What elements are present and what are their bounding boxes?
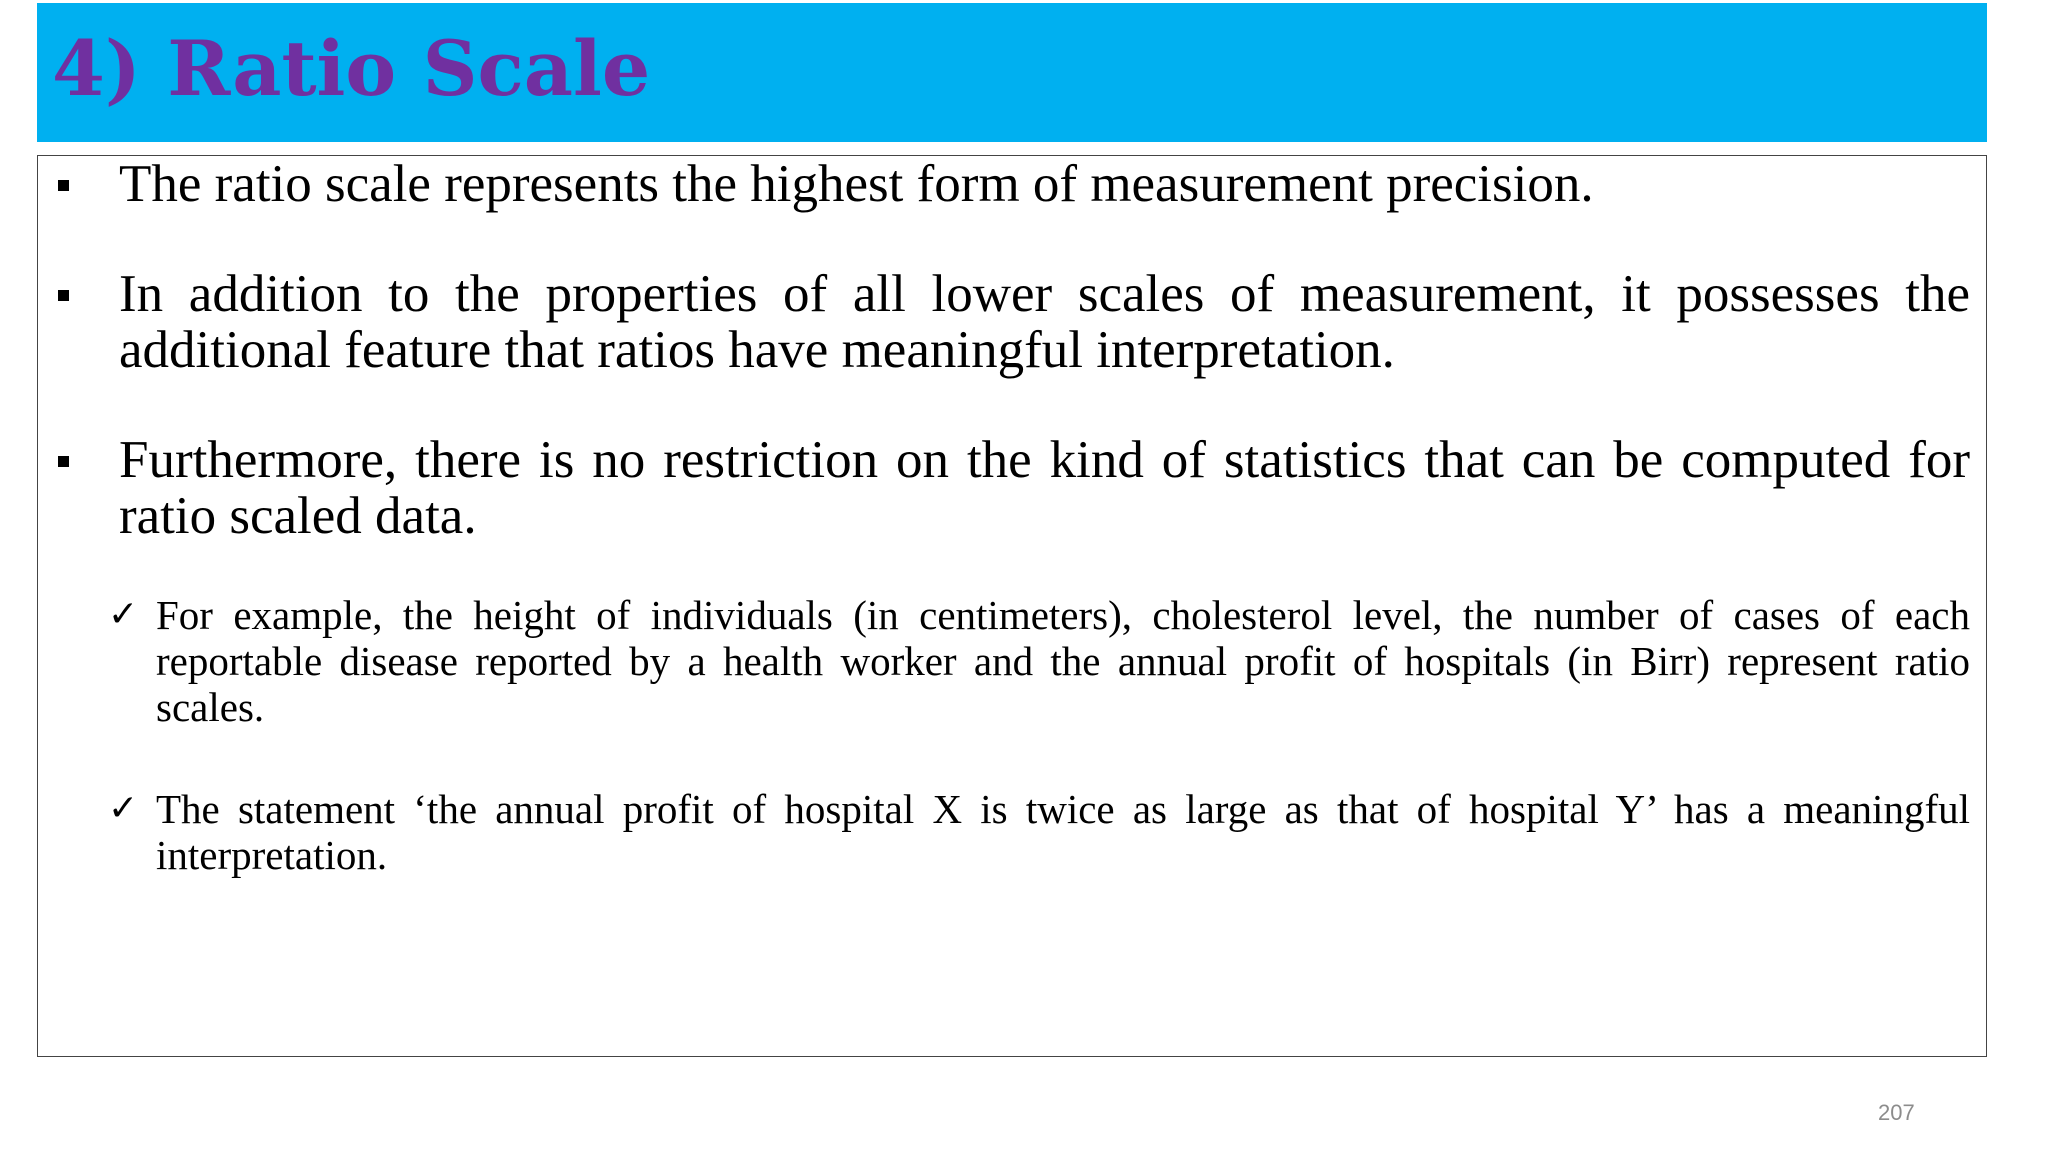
square-bullet-icon (58, 180, 69, 191)
sub-bullet-item (108, 786, 1970, 878)
square-bullet-icon (58, 290, 69, 301)
slide-title: 4) Ratio Scale (52, 24, 651, 113)
content-box (37, 155, 1987, 1057)
bullet-text: In addition to the properties of all lower scales of measurement, it possesses the additional feature that ratios have meaningful interpretation. (119, 265, 1970, 379)
bullet-text: The ratio scale represents the highest form of measurement precision. (119, 155, 1594, 213)
sub-bullet-item (108, 592, 1970, 730)
title-bar (37, 3, 1987, 142)
bullet-item (58, 432, 1970, 544)
bullet-text: Furthermore, there is no restriction on the kind of statistics that can be computed for ratio scaled data. (119, 431, 1970, 545)
checkmark-icon: ✓ (108, 594, 139, 635)
bullet-item (58, 156, 1970, 212)
sub-bullet-text: For example, the height of individuals (in centimeters), cholesterol level, the number of cases of each reportable disease reported by a health worker and the annual profit of hospitals (in Birr) represent ratio scales. (156, 592, 1970, 730)
bullet-item (58, 266, 1970, 378)
checkmark-icon: ✓ (108, 788, 139, 829)
sub-bullet-text: The statement ‘the annual profit of hospital X is twice as large as that of hospital Y’ has a meaningful interpretation. (156, 786, 1970, 878)
page-number: 207 (1878, 1100, 1915, 1125)
square-bullet-icon (58, 456, 69, 467)
